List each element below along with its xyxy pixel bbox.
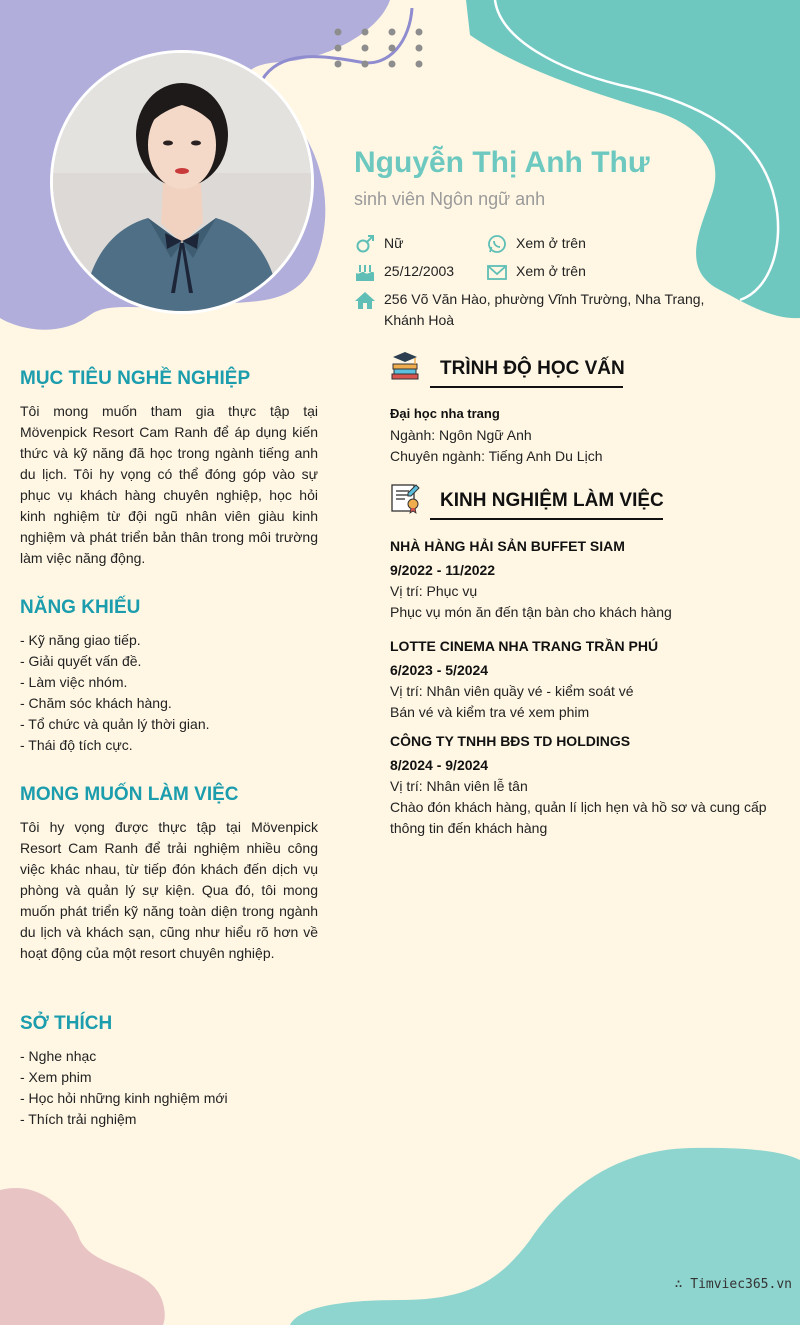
job-position: Vị trí: Nhân viên quầy vé - kiểm soát vé	[390, 683, 634, 699]
gender-female-icon	[354, 234, 376, 254]
list-item: - Học hỏi những kinh nghiệm mới	[20, 1090, 228, 1106]
desire-heading: MONG MUỐN LÀM VIỆC	[20, 784, 239, 805]
birthday-cake-icon	[354, 262, 376, 282]
job-description: Chào đón khách hàng, quản lí lịch hẹn và hồ sơ và cung cấp thông tin đến khách hàng	[390, 799, 767, 836]
job-position: Vị trí: Nhân viên lễ tân	[390, 778, 528, 794]
experience-heading-underline	[430, 518, 663, 520]
birthday-value: 25/12/2003	[384, 263, 455, 279]
avatar-frame	[50, 50, 314, 314]
list-item: - Thích trải nghiệm	[20, 1111, 137, 1127]
list-item: - Thái độ tích cực.	[20, 737, 133, 753]
experience-heading: KINH NGHIỆM LÀM VIỆC	[440, 490, 664, 511]
certificate-document-icon	[389, 482, 421, 514]
job-description: Phục vụ món ăn đến tận bàn cho khách hàng	[390, 604, 672, 620]
list-item: - Tổ chức và quản lý thời gian.	[20, 716, 210, 732]
phone-value: Xem ở trên	[516, 235, 586, 251]
gender-value: Nữ	[384, 235, 404, 251]
full-name: Nguyễn Thị Anh Thư	[354, 146, 650, 179]
education-heading-underline	[430, 386, 623, 388]
list-item: - Giải quyết vấn đề.	[20, 653, 142, 669]
skills-list	[20, 630, 340, 756]
education-major: Ngành: Ngôn Ngữ Anh	[390, 427, 532, 443]
job-title: sinh viên Ngôn ngữ anh	[354, 189, 546, 209]
hobbies-list	[20, 1046, 340, 1130]
desire-text: Tôi hy vọng được thực tập tại Mövenpick Resort Cam Ranh để trải nghiệm nhiều công việc khác nhau, từ tiếp đón khách đến dịch vụ phòng và quản lý sự kiện. Qua đó, tôi mong muốn phát triển kỹ năng toàn diện trong ngành du lịch và khách sạn, cũng như hiểu rõ hơn về hoạt động của một resort chuyên nghiệp.	[20, 819, 318, 961]
list-item: - Chăm sóc khách hàng.	[20, 695, 172, 711]
envelope-icon	[486, 262, 508, 282]
job-company: LOTTE CINEMA NHA TRANG TRẦN PHÚ	[390, 638, 659, 654]
books-graduation-cap-icon	[389, 350, 421, 382]
objective-text: Tôi mong muốn tham gia thực tập tại Mövenpick Resort Cam Ranh để áp dụng kiến thức và kỹ năng đã học trong ngành tiếng anh du lịch. Tôi hy vọng có thể đóng góp vào sự phục vụ khách hàng chuyên nghiệp, học hỏi kinh nghiệm từ đội ngũ nhân viên giàu kinh nghiệm và phát triển bản thân trong môi trường làm việc năng động.	[20, 403, 318, 566]
list-item: - Nghe nhạc	[20, 1048, 97, 1064]
skills-heading: NĂNG KHIẾU	[20, 597, 141, 618]
objective-heading: MỤC TIÊU NGHỀ NGHIỆP	[20, 368, 251, 389]
address-value: 256 Võ Văn Hào, phường Vĩnh Trường, Nha Trang, Khánh Hoà	[384, 291, 705, 328]
education-specialization: Chuyên ngành: Tiếng Anh Du Lịch	[390, 448, 603, 464]
job-period: 9/2022 - 11/2022	[390, 562, 496, 578]
job-period: 6/2023 - 5/2024	[390, 662, 489, 678]
job-period: 8/2024 - 9/2024	[390, 757, 489, 773]
school-name: Đại học nha trang	[390, 406, 500, 421]
hobbies-heading: SỞ THÍCH	[20, 1013, 113, 1034]
job-company: NHÀ HÀNG HẢI SẢN BUFFET SIAM	[390, 538, 625, 554]
education-heading: TRÌNH ĐỘ HỌC VẤN	[440, 358, 625, 379]
job-company: CÔNG TY TNHH BĐS TD HOLDINGS	[390, 733, 631, 749]
home-icon	[354, 290, 376, 310]
job-position: Vị trí: Phục vụ	[390, 583, 478, 599]
job-description: Bán vé và kiểm tra vé xem phim	[390, 704, 590, 720]
site-watermark: ∴ Timviec365.vn	[674, 1277, 792, 1292]
avatar	[53, 53, 311, 311]
list-item: - Xem phim	[20, 1069, 92, 1085]
list-item: - Làm việc nhóm.	[20, 674, 128, 690]
list-item: - Kỹ năng giao tiếp.	[20, 632, 141, 648]
email-value: Xem ở trên	[516, 263, 586, 279]
whatsapp-icon	[486, 234, 508, 254]
